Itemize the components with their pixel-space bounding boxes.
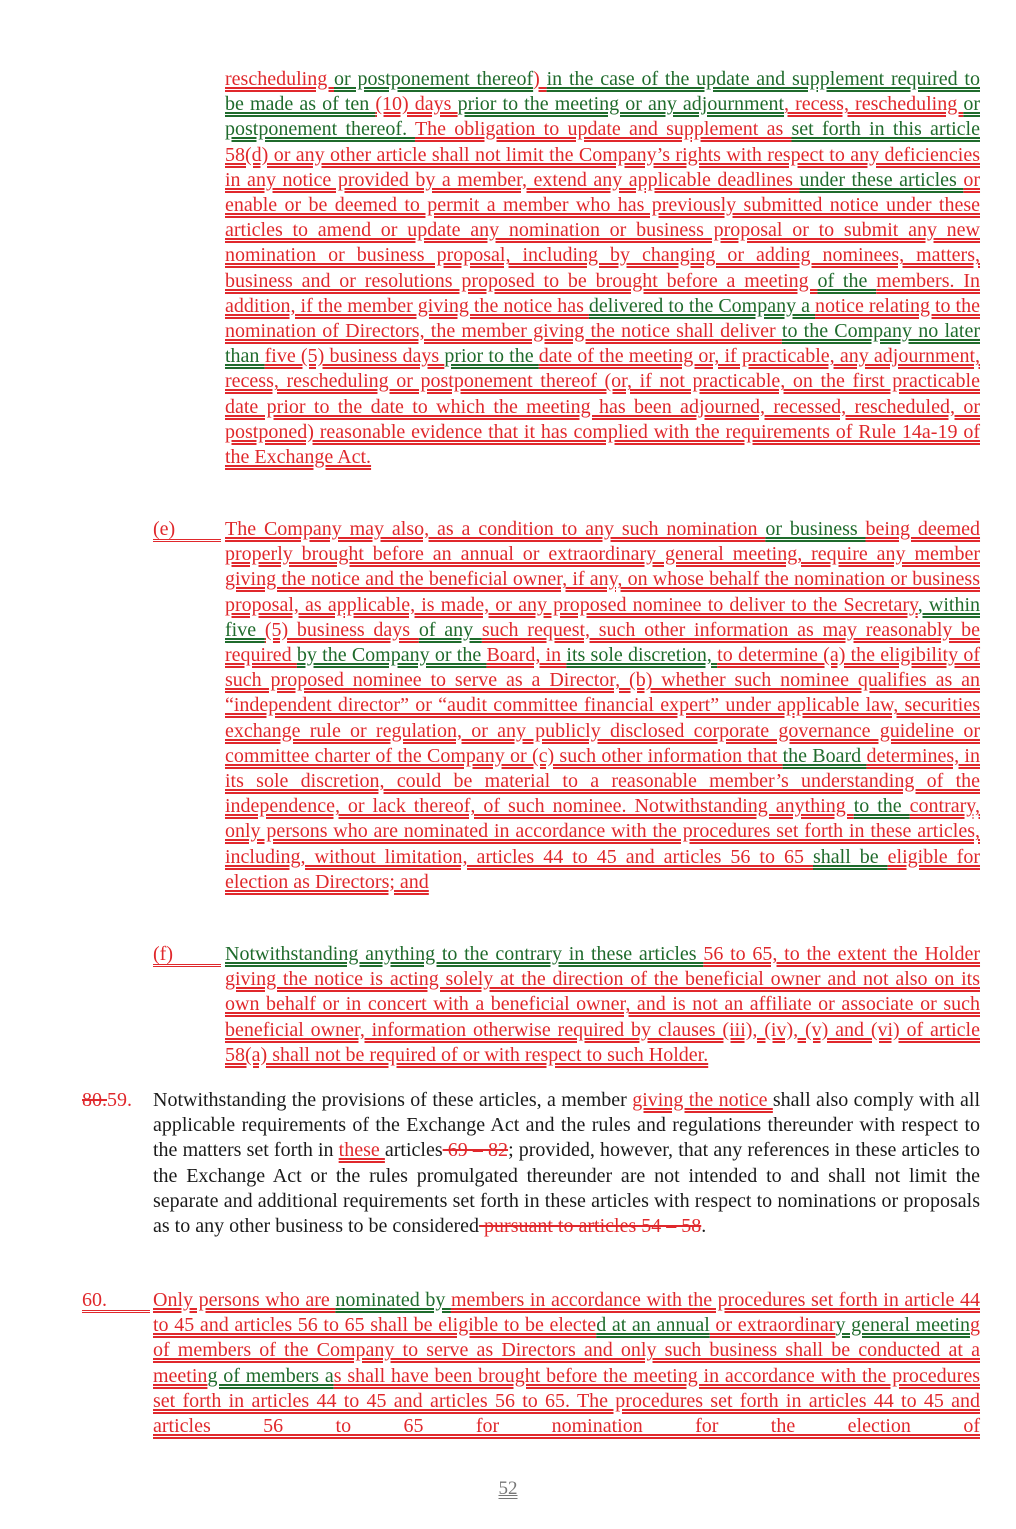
inserted-text: members. In addition, if the member giving the notice has xyxy=(225,269,980,317)
inserted-text: being deemed properly brought before an annual or extraordinary general meeting, require any member giving the notice and the beneficial owner, if any, on whose behalf the nomination or business proposal, as applicable, is made, or any proposed nominee to deliver to the Secretary xyxy=(225,518,981,616)
article-body xyxy=(153,1089,980,1237)
inserted-text: notice relating to the nomination of Directors, the member giving the notice shall deliver xyxy=(225,294,980,343)
moved-text: of the xyxy=(817,269,877,292)
inserted-text: (10) days xyxy=(375,93,458,116)
moved-text: to the Company no later than xyxy=(225,320,980,368)
paragraph-body xyxy=(225,518,980,893)
paragraph-label xyxy=(153,517,221,542)
moved-text: g of members a xyxy=(207,1364,334,1387)
inserted-text: 60. xyxy=(82,1289,107,1311)
moved-text: shall be xyxy=(813,845,888,868)
original-text: . xyxy=(701,1215,707,1238)
inserted-text: The Company may also, as a condition to any such nomination xyxy=(225,518,766,540)
inserted-text: or extraordinar xyxy=(709,1314,836,1337)
inserted-text: 59. xyxy=(107,1089,132,1111)
moved-text: or postponement thereof xyxy=(334,68,534,90)
inserted-text: these xyxy=(338,1139,385,1162)
inserted-text: s shall have been brought before the meeting in accordance with the procedures set forth in articles 44 to 45 and articles 56 to 65. The procedures set forth in articles 44 to 45 and articles 56 to 65 for nomination for the election of xyxy=(153,1364,980,1438)
paragraph-label xyxy=(153,942,221,967)
inserted-text: 56 to 65, to the extent the Holder giving the notice is acting solely at the direction of the beneficial owner and not also on its own behalf or in concert with a beneficial owner, and is not an affiliate or associate or such beneficial owner, information otherwise required by clauses (iii), (iv), (v) and (vi) of article 58(a) shall not be required of or with respect to such Holder. xyxy=(225,943,981,1066)
paragraph-f xyxy=(153,942,981,1068)
original-text: shall also comply with all applicable requirements of the Exchange Act and the rules and regulations thereunder with respect to the matters set forth in xyxy=(153,1089,980,1162)
moved-text: , within five xyxy=(225,593,980,641)
moved-text: in the case of the update and supplement required to be made as of ten xyxy=(225,68,980,116)
paragraph-continuation xyxy=(225,67,980,470)
inserted-text: five (5) business days xyxy=(264,345,445,368)
paragraph-e xyxy=(153,517,981,895)
article-body xyxy=(153,1289,980,1437)
deleted-text: 80. xyxy=(82,1089,107,1111)
paragraph-body xyxy=(225,943,980,1066)
moved-text: d at an annual xyxy=(596,1314,710,1337)
inserted-text: date of the meeting or, if practicable, any adjournment, recess, rescheduling or postponement thereof (or, if not practicable, on the first practicable date prior to the date to which the meeting has been adjourned, recessed, rescheduled, or postponed) reasonable evidence that it has complied with the requirements of Rule 14a-19 of the Exchange Act. xyxy=(225,345,980,469)
inserted-text: , recess, rescheduling xyxy=(784,93,964,116)
moved-text: set forth in this article xyxy=(791,118,980,141)
inserted-text: (e) xyxy=(153,518,176,540)
article-number xyxy=(82,1088,150,1110)
moved-text: the Board xyxy=(782,744,867,767)
inserted-text: eligible for election as Directors; and xyxy=(225,845,980,893)
moved-text: nominated by xyxy=(335,1289,451,1311)
deleted-text: 69 – 82 xyxy=(442,1139,509,1162)
article-60 xyxy=(82,1288,981,1439)
original-text: articles xyxy=(384,1139,443,1162)
inserted-text: determines, in its sole discretion, could be material to a reasonable member’s understanding of the independence, or lack thereof, of such nominee. Notwithstanding anything xyxy=(225,744,980,818)
article-number xyxy=(82,1288,150,1313)
inserted-text: to determine (a) the eligibility of such proposed nominee to serve as a Director, (b) whether such nominee qualifies as an “independent director” or “audit committee financial expert” under applicable law, securities exchange rule or regulation, or any publicly disclosed corporate governance guideline or committee charter of the Company or (c) such other information that xyxy=(225,644,980,767)
paragraph-body xyxy=(225,68,980,468)
moved-text: or business xyxy=(765,518,866,540)
inserted-text: ) xyxy=(533,68,547,90)
moved-text: prior to the meeting or any adjournment xyxy=(457,93,785,116)
inserted-text: such request, such other information as may reasonably be required xyxy=(225,618,981,667)
inserted-text: contrary, only persons who are nominated in accordance with the procedures set forth in these articles, including, without limitation, articles 44 to 45 and articles 56 to 65 xyxy=(225,795,980,868)
moved-text: by the Company or the xyxy=(296,644,487,667)
inserted-text: (5) business days xyxy=(264,618,419,641)
moved-text: or postponement thereof. xyxy=(225,93,980,141)
moved-text: prior to the xyxy=(444,345,539,368)
inserted-text: or enable or be deemed to permit a member who has previously submitted notice under these articles to amend or update any nomination or business proposal or to submit any new nomination or business proposal, including by changing or adding nominees, matters, business and or resolutions proposed to be brought before a meeting xyxy=(225,168,981,292)
inserted-text: (f) xyxy=(153,943,173,965)
inserted-text: Board, in xyxy=(486,644,567,667)
inserted-text: The obligation to update and supplement as xyxy=(414,118,792,141)
inserted-text: Only persons who are xyxy=(153,1289,336,1311)
inserted-text: rescheduling xyxy=(225,68,334,90)
original-text: ; provided, however, that any references in these articles to the Exchange Act or the rules promulgated thereunder are not intended to and shall not limit the separate and additional requirements set forth in these articles with respect to nominations or proposals as to any other business to be considered xyxy=(153,1139,980,1238)
page-number-text: 52 xyxy=(498,1478,518,1499)
moved-text: of any xyxy=(418,618,482,641)
inserted-text: members in accordance with the procedures set forth in article 44 to 45 and articles 56 to 65 shall be eligible to be electe xyxy=(153,1289,980,1337)
moved-text: its sole discretion, xyxy=(566,644,718,667)
original-text: Notwithstanding the provisions of these articles, a member xyxy=(153,1089,633,1111)
moved-text: under these articles xyxy=(799,168,964,191)
inserted-text: giving the notice xyxy=(632,1089,773,1111)
deleted-text: pursuant to articles 54 – 58 xyxy=(479,1215,702,1238)
page-number xyxy=(0,1476,1016,1501)
moved-text: Notwithstanding anything to the contrary in these articles xyxy=(225,943,704,965)
inserted-text: 58(d) or any other article shall not limit the Company’s rights with respect to any deficiencies in any notice provided by a member, extend any applicable deadlines xyxy=(225,143,980,191)
moved-text: delivered to the Company a xyxy=(588,294,816,317)
inserted-text: g of members of the Company to serve as Directors and only such business shall be conducted at a meetin xyxy=(153,1314,981,1387)
moved-text: y general meetin xyxy=(835,1314,971,1337)
article-59 xyxy=(82,1088,980,1239)
moved-text: to the xyxy=(853,795,910,818)
